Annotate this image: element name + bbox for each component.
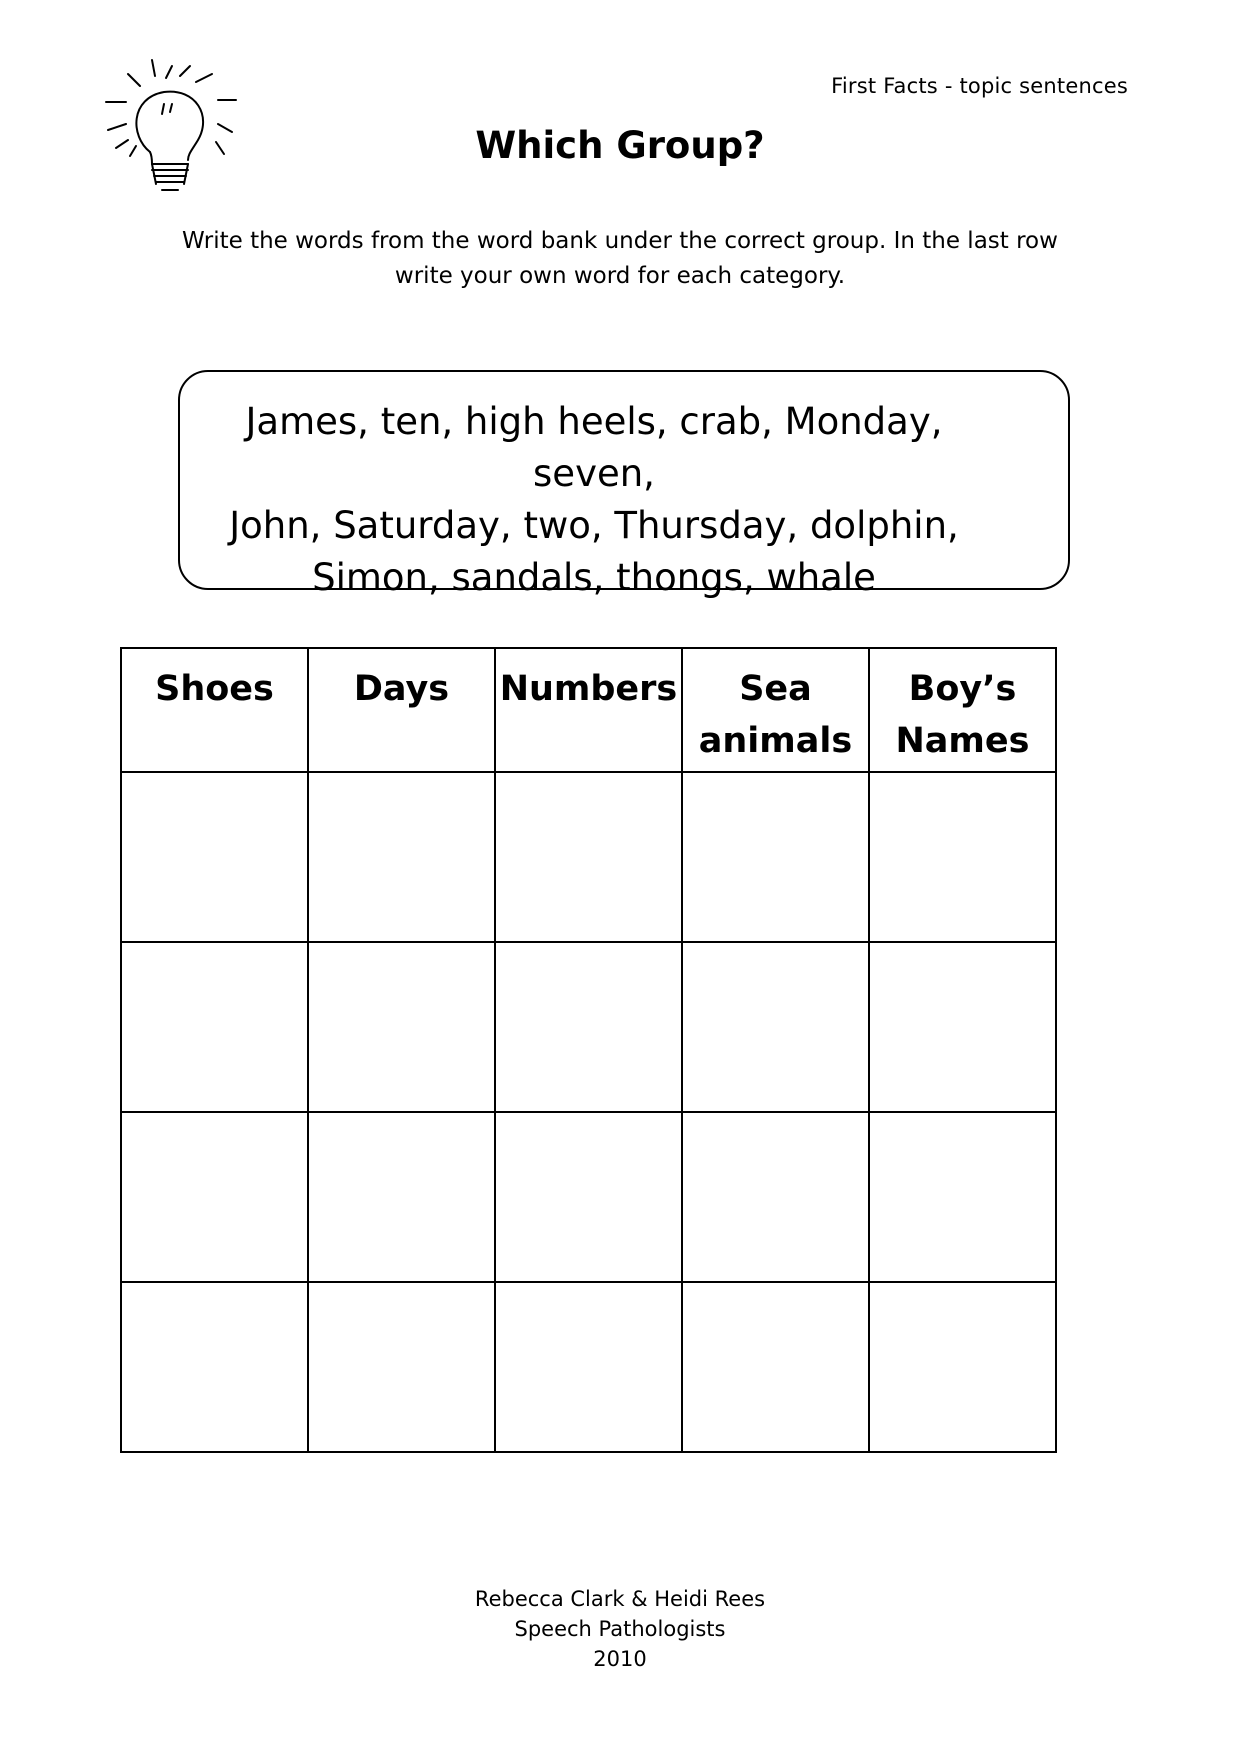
column-header-sea-animals <box>682 648 869 772</box>
footer-authors: Rebecca Clark & Heidi Rees <box>474 1587 766 1611</box>
answer-cell[interactable] <box>121 1282 308 1452</box>
answer-cell[interactable] <box>869 1112 1056 1282</box>
column-header-line: Numbers <box>499 669 678 709</box>
answer-cell[interactable] <box>869 942 1056 1112</box>
word-bank-text <box>180 396 1068 604</box>
page-title: Which Group? <box>475 124 765 167</box>
table-row <box>121 1282 1056 1452</box>
word-bank <box>178 370 1070 599</box>
footer <box>0 1584 1240 1674</box>
answer-cell[interactable] <box>308 1282 495 1452</box>
column-header-line: animals <box>698 721 853 761</box>
header-label: First Facts - topic sentences <box>831 74 1128 98</box>
group-table <box>120 647 1057 1453</box>
answer-cell[interactable] <box>682 772 869 942</box>
column-header-line: Names <box>895 721 1030 761</box>
answer-cell[interactable] <box>682 1282 869 1452</box>
answer-cell[interactable] <box>308 772 495 942</box>
answer-cell[interactable] <box>495 772 682 942</box>
footer-role: Speech Pathologists <box>514 1617 726 1641</box>
answer-cell[interactable] <box>495 1282 682 1452</box>
table-header-row <box>121 648 1056 772</box>
table-row <box>121 1112 1056 1282</box>
answer-cell[interactable] <box>869 772 1056 942</box>
answer-cell[interactable] <box>308 1112 495 1282</box>
answer-cell[interactable] <box>121 1112 308 1282</box>
answer-cell[interactable] <box>682 1112 869 1282</box>
answer-cell[interactable] <box>495 1112 682 1282</box>
table-row <box>121 942 1056 1112</box>
answer-cell[interactable] <box>869 1282 1056 1452</box>
word-bank-line-2: John, Saturday, two, Thursday, dolphin, <box>229 504 959 547</box>
instructions <box>120 224 1120 294</box>
answer-cell[interactable] <box>308 942 495 1112</box>
table-row <box>121 772 1056 942</box>
column-header-days <box>308 648 495 772</box>
column-header-line: Sea <box>739 669 812 709</box>
instructions-line-2: write your own word for each category. <box>394 263 846 289</box>
instructions-line-1: Write the words from the word bank under the correct group. In the last row <box>182 228 1058 254</box>
word-bank-line-3: Simon, sandals, thongs, whale <box>312 556 876 599</box>
column-header-numbers <box>495 648 682 772</box>
answer-cell[interactable] <box>495 942 682 1112</box>
answer-cell[interactable] <box>121 772 308 942</box>
column-header-shoes <box>121 648 308 772</box>
answer-cell[interactable] <box>121 942 308 1112</box>
column-header-boys-names <box>869 648 1056 772</box>
column-header-line: Days <box>353 669 450 709</box>
footer-year: 2010 <box>593 1647 647 1671</box>
column-header-line: Shoes <box>155 669 274 709</box>
column-header-line: Boy’s <box>908 669 1017 709</box>
answer-cell[interactable] <box>682 942 869 1112</box>
word-bank-line-1: James, ten, high heels, crab, Monday, seven, <box>245 400 943 495</box>
